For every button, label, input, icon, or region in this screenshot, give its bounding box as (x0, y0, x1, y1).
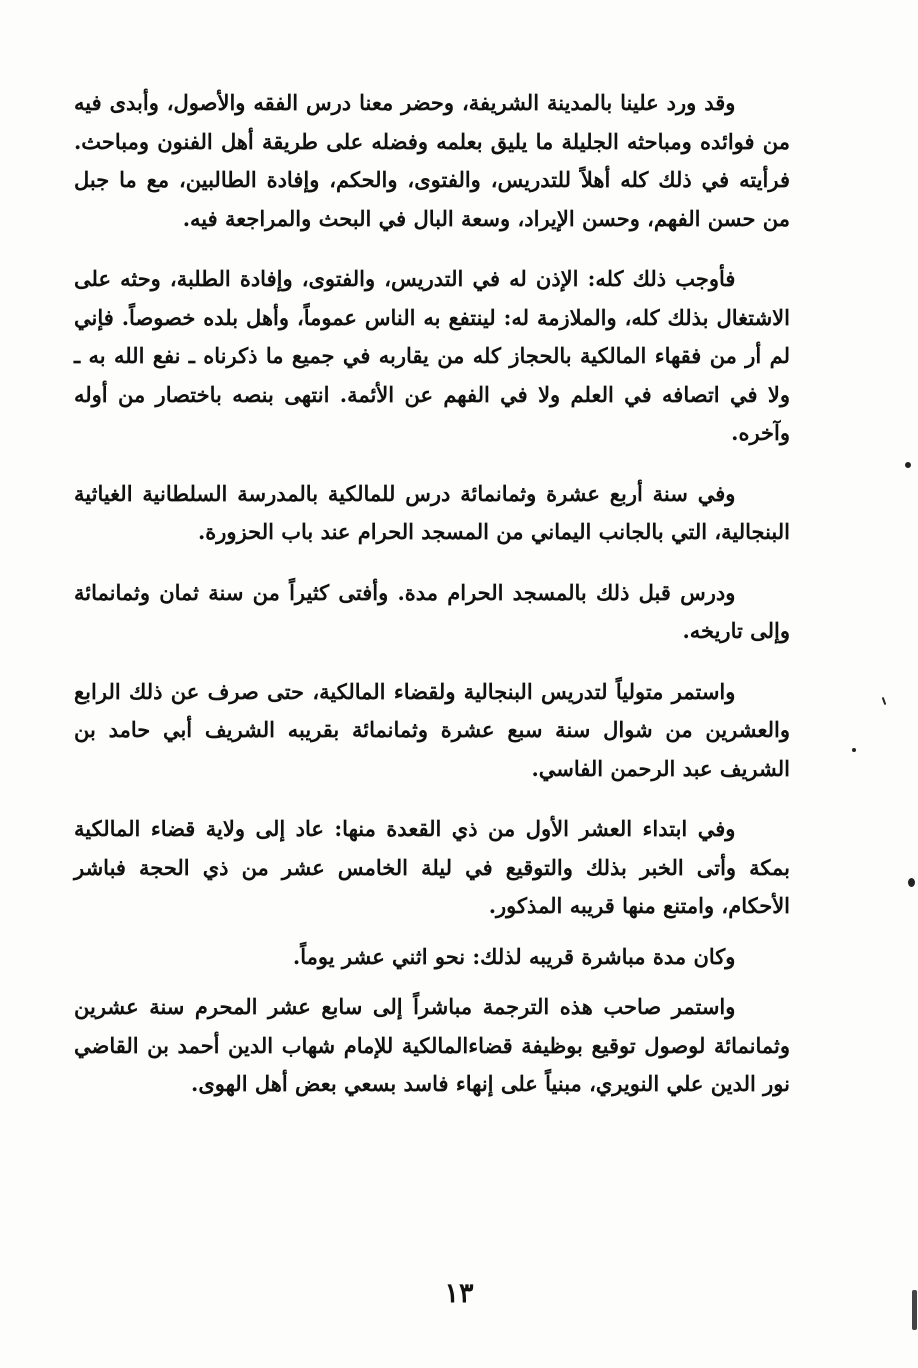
page-number: ١٣ (444, 1278, 474, 1309)
scan-speck (905, 462, 911, 468)
main-text (74, 84, 790, 1104)
scan-speck (912, 1290, 917, 1330)
paragraph-6: وفي ابتداء العشر الأول من ذي القعدة منها: عاد إلى ولاية قضاء المالكية بمكة وأتى الخبر بذلك والتوقيع في ليلة الخامس عشر من ذي الحجة فباشر الأحكام، وامتنع منها قريبه المذكور. (74, 816, 790, 918)
paragraph-7: وكان مدة مباشرة قريبه لذلك: نحو اثني عشر يوماً. (292, 943, 736, 969)
paragraph-1: وقد ورد علينا بالمدينة الشريفة، وحضر معنا درس الفقه والأصول، وأبدى فيه من فوائده ومباحثه الجليلة ما يليق بعلمه وفضله على طريقة أهل الفنون ومباحث. فرأيته في ذلك كله أهلاً للتدريس، والفتوى، والحكم، وإفادة الطالبين، مع ما جبل من حسن الفهم، وحسن الإيراد، وسعة البال في البحث والمراجعة فيه. (74, 90, 790, 231)
scan-speck (852, 748, 856, 752)
scan-speck (908, 878, 915, 887)
paragraph-4: ودرس قبل ذلك بالمسجد الحرام مدة. وأفتى كثيراً من سنة ثمان وثمانمائة وإلى تاريخه. (74, 579, 790, 643)
paragraph-8: واستمر صاحب هذه الترجمة مباشراً إلى سابع عشر المحرم سنة عشرين وثمانمائة لوصول توقيع بوظيفة قضاءالمالكية للإمام شهاب الدين أحمد بن القاضي نور الدين علي النويري، مبنياً على إنهاء فاسد بسعي بعض أهل الهوى. (74, 994, 790, 1096)
paragraph-3: وفي سنة أربع عشرة وثمانمائة درس للمالكية بالمدرسة السلطانية الغياثية البنجالية، التي بالجانب اليماني من المسجد الحرام عند باب الحزورة. (74, 480, 790, 544)
paragraph-5: واستمر متولياً لتدريس البنجالية ولقضاء المالكية، حتى صرف عن ذلك الرابع والعشرين من شوال سنة سبع عشرة وثمانمائة بقريبه الشريف أبي حامد بن الشريف عبد الرحمن الفاسي. (74, 678, 790, 781)
scan-speck (882, 697, 887, 705)
paragraph-2: فأوجب ذلك كله: الإذن له في التدريس، والفتوى، وإفادة الطلبة، وحثه على الاشتغال بذلك كله، والملازمة له: لينتفع به الناس عموماً، وأهل بلده خصوصاً. فإني لم أر من فقهاء المالكية بالحجاز كله من يقاربه في جميع ما ذكرناه ـ نفع الله به ـ ولا في اتصافه في العلم ولا في الفهم عن الأئمة. انتهى بنصه باختصار من أوله وآخره. (74, 266, 790, 445)
